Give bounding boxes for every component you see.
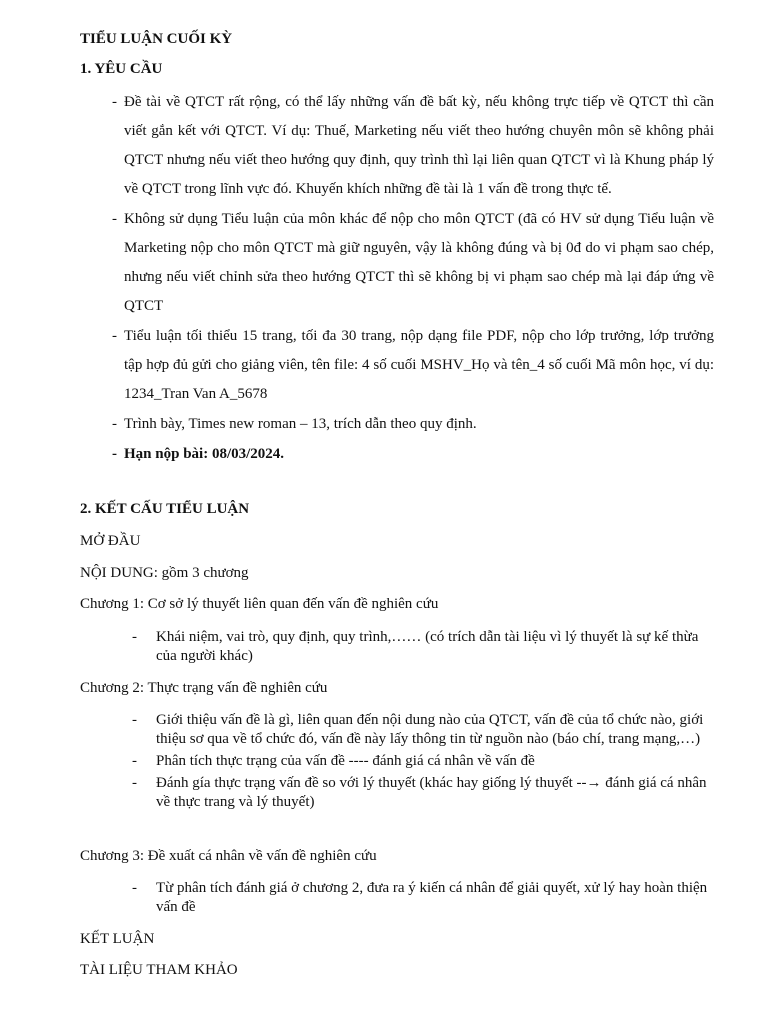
list-item: - Đánh gía thực trạng vấn đề so với lý thuyết (khác hay giống lý thuyết --→ đánh giá cá nhân về thực trang và lý thuyết)	[132, 774, 714, 812]
list-item: - Tiểu luận tối thiểu 15 trang, tối đa 30 trang, nộp dạng file PDF, nộp cho lớp trưởng, lớp trưởng tập hợp đủ gửi cho giảng viên, tên file: 4 số cuối MSHV_Họ và tên_4 số cuối Mã môn học, ví dụ: 1234_Tran Van A_5678	[112, 322, 714, 409]
chapter-1-list	[132, 628, 714, 669]
section-heading-requirements: 1. YÊU CẦU	[80, 61, 163, 77]
list-item: - Giới thiệu vấn đề là gì, liên quan đến nội dung nào của QTCT, vấn đề của tổ chức nào, giới thiệu sơ qua về tổ chức đó, vấn đề này lấy thông tin từ nguồn nào (báo chí, trang mạng,…)	[132, 711, 714, 749]
list-item: - Không sử dụng Tiểu luận của môn khác để nộp cho môn QTCT (đã có HV sử dụng Tiểu luận về Marketing nộp cho môn QTCT mà giữ nguyên, vậy là không đúng và bị 0đ do vi phạm sao chép, nhưng nếu viết chỉnh sửa theo hướng QTCT thì sẽ không bị vi phạm sao chép mà lại đáp ứng về QTCT	[112, 205, 714, 321]
list-item: - Phân tích thực trạng của vấn đề ---- đánh giá cá nhân về vấn đề	[132, 752, 714, 771]
references-label: TÀI LIỆU THAM KHẢO	[80, 962, 238, 978]
list-item: - Đề tài về QTCT rất rộng, có thể lấy những vấn đề bất kỳ, nếu không trực tiếp về QTCT thì cần viết gắn kết với QTCT. Ví dụ: Thuế, Marketing nếu viết theo hướng chuyên môn sẽ không phải QTCT nhưng nếu viết theo hướng quy định, quy trình thì lại liên quan QTCT vì là Khung pháp lý về QTCT trong lĩnh vực đó. Khuyến khích những đề tài là 1 vấn đề trong thực tế.	[112, 88, 714, 204]
conclusion-label: KẾT LUẬN	[80, 931, 155, 947]
section-heading-structure: 2. KẾT CẤU TIỂU LUẬN	[80, 501, 250, 517]
list-item: - Trình bày, Times new roman – 13, trích dẫn theo quy định.	[112, 410, 714, 439]
chapter-3-title: Chương 3: Đề xuất cá nhân về vấn đề nghiên cứu	[80, 848, 377, 864]
document-title: TIỂU LUẬN CUỐI KỲ	[80, 31, 233, 47]
list-item: - Hạn nộp bài: 08/03/2024.	[112, 440, 714, 469]
list-item: - Từ phân tích đánh giá ở chương 2, đưa ra ý kiến cá nhân để giải quyết, xử lý hay hoàn thiện vấn đề	[132, 879, 714, 917]
chapter-2-title: Chương 2: Thực trạng vấn đề nghiên cứu	[80, 680, 328, 696]
chapter-2-list	[132, 711, 714, 815]
chapter-3-list	[132, 879, 714, 920]
list-item: - Khái niệm, vai trò, quy định, quy trình,…… (có trích dẫn tài liệu vì lý thuyết là sự kế thừa của người khác)	[132, 628, 714, 666]
intro-label: MỞ ĐẦU	[80, 533, 141, 549]
chapter-1-title: Chương 1: Cơ sở lý thuyết liên quan đến vấn đề nghiên cứu	[80, 596, 439, 612]
requirements-list	[112, 88, 714, 470]
content-label: NỘI DUNG: gồm 3 chương	[80, 565, 249, 581]
